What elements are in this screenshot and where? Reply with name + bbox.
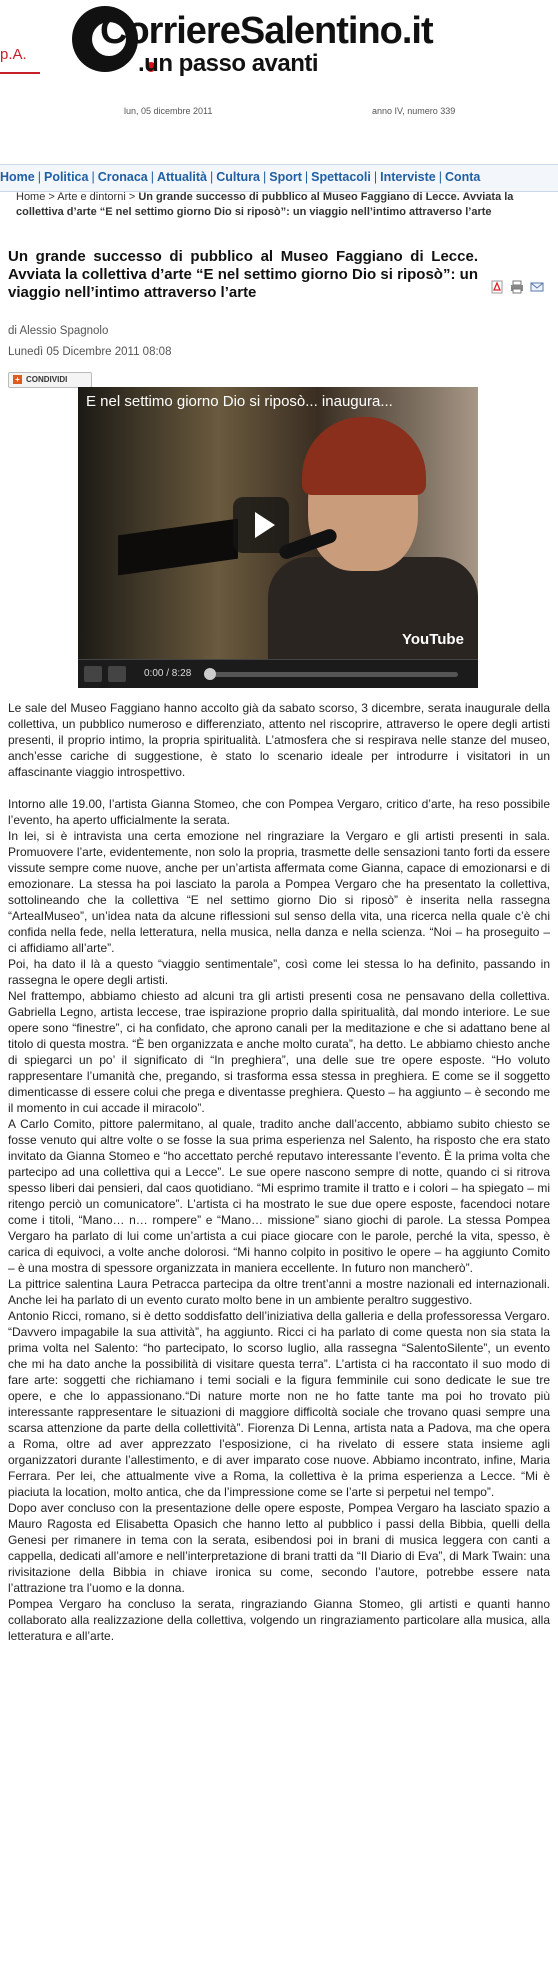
nav-item-sport[interactable]: Sport bbox=[269, 170, 302, 184]
email-icon[interactable] bbox=[530, 280, 544, 294]
music-stand-shape bbox=[118, 519, 238, 576]
video-brand-logo[interactable]: YouTube bbox=[402, 631, 464, 648]
nav-separator: | bbox=[150, 170, 154, 184]
nav-item-spettacoli[interactable]: Spettacoli bbox=[311, 170, 371, 184]
nav-separator: | bbox=[209, 170, 214, 184]
breadcrumb-current: Un grande successo di pubblico al Museo Faggiano di Lecce. Avviata la collettiva d’arte “E nel settimo giorno Dio si riposò”: un viaggio nell’intimo attraverso l’arte bbox=[16, 191, 514, 218]
nav-item-attualit[interactable]: Attualità bbox=[156, 170, 207, 184]
speaker-hair-shape bbox=[302, 417, 426, 495]
article-paragraph: Dopo aver concluso con la presentazione delle opere esposte, Pompea Vergaro ha lasciato spazio a Mauro Ragosta ed Elisabetta Opasich che hanno letto al pubblico i passi della Bibbia, quelli della Genesi per rimanere in tema con la serata, esibendosi poi in brani di musica leggera con canti a cappella, dedicati all’amore e nell’interpretazione di brani tratti da “Il Diario di Eva”, di Mark Twain: una rivisitazione della Bibbia in chiave ironica su come, secondo l’autore, potrebbe essere nata l’attrazione tra l’uomo e la donna. bbox=[8, 1501, 550, 1595]
nav-item-cronaca[interactable]: Cronaca bbox=[97, 170, 148, 184]
nav-item-interviste[interactable]: Interviste bbox=[380, 170, 436, 184]
nav-item-home[interactable]: Home bbox=[0, 170, 35, 184]
nav-item-politica[interactable]: Politica bbox=[43, 170, 89, 184]
article-paragraph: La pittrice salentina Laura Petracca partecipa da oltre trent’anni a mostre nazionali ed internazionali. Anche lei ha parlato di un evento curato molto bene in un ambiente peraltro suggestivo. bbox=[8, 1277, 550, 1307]
article-body bbox=[8, 700, 550, 1644]
print-icon[interactable] bbox=[510, 280, 524, 294]
nav-separator: | bbox=[37, 170, 41, 184]
article-paragraph: Le sale del Museo Faggiano hanno accolto già da sabato scorso, 3 dicembre, serata inaugurale della collettiva, un pubblico numeroso e differenziato, attento nel riscoprire, attraverso le opere degli artisti presenti, il proprio intimo, la propria spiritualità. L’atmosfera che si respirava nelle stanze del museo, anch’esse cariche di suggestione, è stato lo scenario ideale per introdurre i visitatori in un affascinante viaggio introspettivo. bbox=[8, 701, 550, 779]
play-icon bbox=[255, 512, 275, 538]
header-issue: anno IV, numero 339 bbox=[372, 106, 456, 116]
next-control-icon[interactable] bbox=[108, 666, 126, 682]
article-paragraph: Intorno alle 19.00, l’artista Gianna Stomeo, che con Pompea Vergaro, critico d’arte, ha reso possibile l’evento, ha aperto ufficialmente la serata. bbox=[8, 797, 550, 827]
main-nav bbox=[0, 164, 558, 192]
site-tagline: .un passo avanti bbox=[138, 50, 319, 77]
video-player[interactable] bbox=[78, 387, 478, 687]
site-header bbox=[0, 0, 558, 158]
share-label: CONDIVIDI bbox=[26, 375, 68, 384]
article-paragraph: Pompea Vergaro ha concluso la serata, ringraziando Gianna Stomeo, gli artisti e quanti hanno collaborato alla realizzazione della collettiva, volgendo un ringraziamento particolare alla musica, alla letteratura e all’arte. bbox=[8, 1597, 550, 1643]
breadcrumb bbox=[16, 190, 546, 220]
video-frame[interactable] bbox=[78, 387, 478, 659]
article-paragraph: In lei, si è intravista una certa emozione nel ringraziare la Vergaro e gli artisti presenti in sala. Promuovere l’arte, evidentemente, non solo la propria, trasmette delle sensazioni tanto forti da essere vissute sempre come nuove, anche per un’artista affermata come Gianna, capace di emozionarsi e di emozionare. La stessa ha poi lasciato la parola a Pompea Vergaro che ha presentato la collettiva, sottolineando che la collettiva “E nel settimo giorno Dio si riposò” è inserita nella rassegna “ArteaIMuseo”, un’idea nata da alcune riflessioni sul senso della vita, una ricerca nella quale c’è chi confida nella fede, nella letteratura, nella musica, nella danza e nella scienza. “Noi – ha proseguito – ci affidiamo all’arte”. bbox=[8, 829, 550, 955]
breadcrumb-separator: > bbox=[128, 191, 139, 203]
article-title: Un grande successo di pubblico al Museo Faggiano di Lecce. Avviata la collettiva d’arte “E nel settimo giorno Dio si riposò”: un viaggio nell’intimo attraverso l’arte bbox=[8, 248, 478, 301]
nav-separator: | bbox=[438, 170, 442, 184]
nav-separator: | bbox=[304, 170, 309, 184]
nav-item-conta[interactable]: Conta bbox=[444, 170, 481, 184]
header-date: lun, 05 dicembre 2011 bbox=[124, 106, 213, 116]
site-logo[interactable]: CorriereSalentino.it bbox=[100, 10, 433, 52]
video-title[interactable]: E nel settimo giorno Dio si riposò... inaugura... bbox=[86, 393, 393, 410]
breadcrumb-home[interactable]: Home bbox=[16, 191, 46, 203]
nav-separator: | bbox=[262, 170, 267, 184]
video-progress-knob[interactable] bbox=[204, 668, 216, 680]
nav-separator: | bbox=[373, 170, 378, 184]
article-paragraph: Antonio Ricci, romano, si è detto soddisfatto dell’iniziativa della galleria e della professoressa Vergaro. “Davvero impagabile la sua attività”, ha aggiunto. Ricci ci ha parlato di come questa non sia stata la prima volta nel Salento: “ho partecipato, lo scorso luglio, alla rassegna “SalentoSilente”, un evento che mi ha dato anche la possibilità di visitare questa terra”. L’artista ci ha raccontato il suo modo di fare arte: soggetti che richiamano i temi sociali e la figura femminile cui sono dedicate le sue tre opere, e che lo appassionano.“Di nature morte non ne ho fatte tante ma poi ho trovato più interessante rappresentare le situazioni di maggiore difficoltà sociale che trovano quasi sempre una scarsa attenzione da parte della collettività”. Fiorenza Di Lenna, artista nata a Padova, ma che opera a Roma, oltre ad aver apprezzato l’esposizione, ci ha rivelato di essere stata insieme agli organizzatori durante l’allestimento, e di aver imparato cose nuove. Abbiamo incontrato, infine, Maria Ferrara. Per lei, che attualmente vive a Roma, la collettiva è la prima esperienza a Lecce. “Mi è piaciuta la location, molto antica, che da l’impressione come se l’arte si perpetui nel tempo”. bbox=[8, 1309, 550, 1499]
breadcrumb-separator: > bbox=[48, 191, 58, 203]
share-button[interactable] bbox=[8, 372, 92, 388]
play-control-icon[interactable] bbox=[84, 666, 102, 682]
plus-icon: + bbox=[13, 375, 22, 384]
nav-item-cultura[interactable]: Cultura bbox=[216, 170, 260, 184]
article-tools bbox=[490, 280, 552, 296]
nav-items bbox=[0, 170, 480, 184]
publisher-underline bbox=[0, 72, 40, 74]
nav-separator: | bbox=[91, 170, 95, 184]
video-time: 0:00 / 8:28 bbox=[144, 668, 192, 679]
breadcrumb-section[interactable]: Arte e dintorni bbox=[57, 191, 126, 203]
publisher-label: p.A. bbox=[0, 46, 27, 63]
pdf-icon[interactable] bbox=[490, 280, 504, 294]
article-paragraph: A Carlo Comito, pittore palermitano, al quale, tradito anche dall’accento, abbiamo subito chiesto se fosse venuto qui altre volte o se fosse la sua prima esperienza nel Salento, ha risposto che era stato invitato da Gianna Stomeo e “ho accettato perché reputavo interessante l’evento. È la prima volta che partecipo ad una collettiva qui a Lecce”. Le sue opere nascono sempre di notte, quando ci si ritrova spesso liberi dai pensieri, dal caos quotidiano. “Mi esprimo tramite il tratto e i colori – ha spiegato – mi ritengo perciò un comunicatore”. L’artista ci ha mostrato le sue due opere esposte, facendoci notare come i titoli, “Mano… n… rompere” e “Mano… missione” siano giochi di parole. La stessa Pompea Vergaro ha parlato di lui come un’artista a cui piace giocare con le parole, perché la vita, spesso, è carica di equivoci, a volte anche dolorosi. “Mi hanno colpito in positivo le opere – ha aggiunto Comito – è una mostra di spessore organizzata in maniera eccellente. In futuro non mancherò”. bbox=[8, 1117, 550, 1275]
article-author: di Alessio Spagnolo bbox=[8, 325, 109, 337]
video-controls bbox=[78, 659, 478, 688]
video-progress-track[interactable] bbox=[206, 672, 458, 677]
article-paragraph: Poi, ha dato il là a questo “viaggio sentimentale”, così come lei stessa lo ha definito, passando in rassegna le opere degli artisti. bbox=[8, 957, 550, 987]
article-date: Lunedì 05 Dicembre 2011 08:08 bbox=[8, 346, 172, 358]
article-paragraph: Nel frattempo, abbiamo chiesto ad alcuni tra gli artisti presenti cosa ne pensavano della collettiva. Gabriella Legno, artista leccese, trae ispirazione proprio dalla spiritualità, dal mondo interiore. Le sue opere sono “finestre”, ci ha confidato, che aprono canali per la meditazione e che si adattano bene al titolo di questa mostra. “È ben organizzata e anche molto curata”, ha detto. Le abbiamo chiesto anche di spiegarci un po’ il significato di “In preghiera”, una delle sue tre opere esposte. “Ho voluto rappresentare l’umanità che, pregando, si trasforma essa stessa in preghiera. E come se il soggetto dimenticasse di essere colui che prega e diventasse preghiera. Questo – ha aggiunto – è secondo me il momento in cui accade il miracolo”. bbox=[8, 989, 550, 1115]
